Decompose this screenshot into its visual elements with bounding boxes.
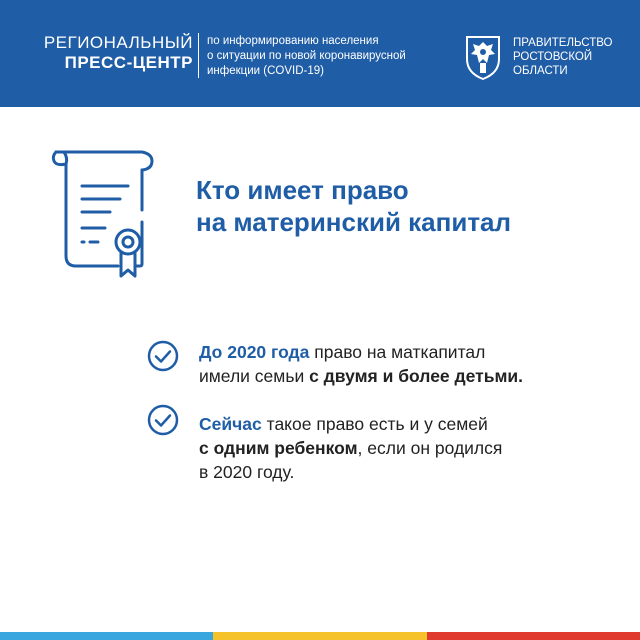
gov-line3: ОБЛАСТИ xyxy=(513,65,568,77)
item-text-part: такое право есть и у семей xyxy=(261,414,488,434)
item-highlight: Сейчас xyxy=(199,414,262,434)
press-center-title-line2: ПРЕСС-ЦЕНТР xyxy=(64,53,193,72)
item-text-part: , если он родился xyxy=(357,438,503,458)
header-divider xyxy=(198,33,199,78)
gov-line2: РОСТОВСКОЙ xyxy=(513,51,593,63)
press-center-title xyxy=(44,33,193,73)
tricolor-stripe xyxy=(0,632,640,640)
government-label xyxy=(513,36,613,78)
page-title xyxy=(196,174,511,238)
item-text xyxy=(199,412,619,484)
title-line2: на материнский капитал xyxy=(196,207,512,237)
item-text-part: в 2020 году. xyxy=(199,462,295,482)
item-highlight: До 2020 года xyxy=(199,342,310,362)
header-banner xyxy=(0,0,640,107)
item-text-part: право на маткапитал xyxy=(309,342,486,362)
document-certificate-icon xyxy=(50,148,156,280)
check-circle-icon xyxy=(147,340,179,372)
stripe-blue xyxy=(0,632,213,640)
title-line1: Кто имеет право xyxy=(196,175,409,205)
press-center-title-line1: РЕГИОНАЛЬНЫЙ xyxy=(43,33,193,52)
subtitle-line3: инфекции (COVID-19) xyxy=(207,65,324,77)
item-bold-part: с одним ребенком xyxy=(199,438,358,458)
check-circle-icon xyxy=(147,404,179,436)
gov-line1: ПРАВИТЕЛЬСТВО xyxy=(513,37,613,49)
item-bold-part: с двумя и более детьми. xyxy=(309,366,524,386)
subtitle-line1: по информированию населения xyxy=(207,35,379,47)
subtitle-line2: о ситуации по новой коронавирусной xyxy=(207,50,406,62)
stripe-yellow xyxy=(213,632,427,640)
coat-of-arms-icon xyxy=(463,33,503,81)
press-center-subtitle xyxy=(207,34,406,79)
stripe-red xyxy=(427,632,640,640)
item-text-part: имели семьи xyxy=(199,366,310,386)
item-text xyxy=(199,340,619,388)
